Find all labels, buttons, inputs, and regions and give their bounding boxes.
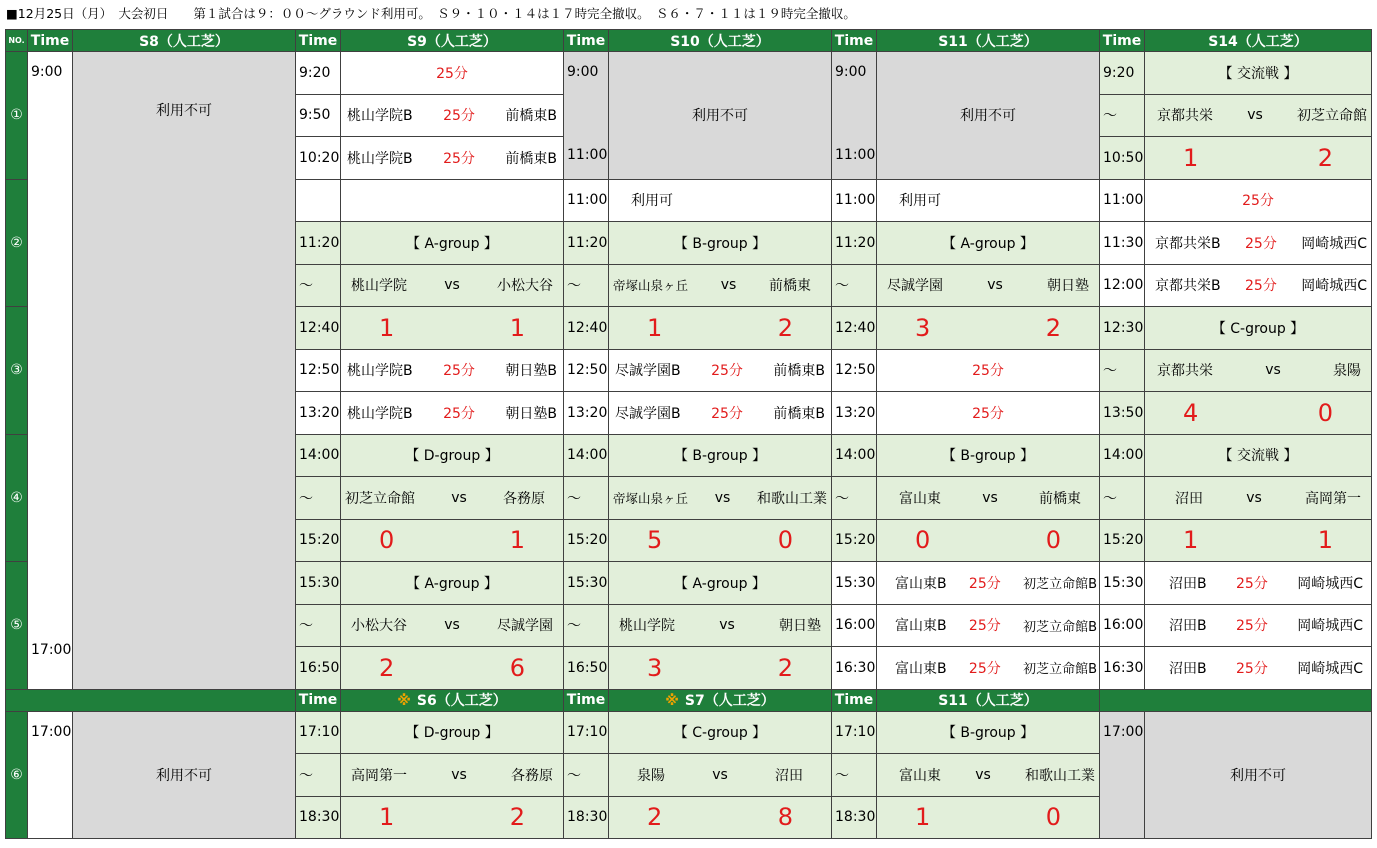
home-score: 1 [379, 313, 395, 342]
away-team: 前橋東 [1039, 490, 1081, 507]
s9-end-time: 16:50 [296, 647, 341, 690]
home-team: 初芝立命館 [345, 490, 415, 507]
s11-end-time: 15:20 [832, 519, 877, 562]
s10-free-time: 11:00 [564, 179, 609, 222]
team-name: 桃山学院B [347, 150, 413, 167]
s6-start-time: 17:10 [296, 711, 341, 754]
away-score: 2 [777, 313, 793, 342]
duration: 25分 [1236, 575, 1268, 592]
s14-late-time: 17:00 [1100, 711, 1145, 839]
home-score: 0 [379, 526, 395, 555]
time-header: Time [296, 30, 341, 52]
team-name: 岡崎城西C [1301, 235, 1367, 252]
tilde: ～ [832, 477, 877, 520]
s9-b-match [341, 392, 564, 435]
s14-time: 15:30 [1100, 562, 1145, 605]
away-team: 和歌山工業 [1025, 767, 1095, 784]
time-header: Time [296, 689, 341, 711]
s9-start-time: 11:20 [296, 222, 341, 265]
home-team: 桃山学院 [351, 278, 407, 295]
home-score: 0 [915, 526, 931, 555]
vs-label: vs [451, 489, 467, 506]
s14-time: 11:00 [1100, 179, 1145, 222]
s10-unavailable: 利用不可 [609, 52, 832, 180]
team-name: 前橋東B [773, 363, 825, 380]
time-header: Time [564, 689, 609, 711]
s9-score [341, 519, 564, 562]
s9-time: 9:50 [296, 94, 341, 137]
duration: 25分 [443, 405, 475, 422]
header-blank [6, 689, 296, 711]
s11-time: 12:50 [832, 349, 877, 392]
s10-score [609, 647, 832, 690]
s11-end-time: 12:40 [832, 307, 877, 350]
team-name: 岡崎城西C [1297, 618, 1363, 635]
s11-group: 【 B-group 】 [877, 434, 1100, 477]
row-number-2: ② [6, 179, 28, 307]
vs-label: vs [982, 489, 998, 506]
s7-header-label: S7（人工芝） [684, 693, 775, 709]
away-team: 泉陽 [1333, 363, 1361, 380]
time-header: Time [832, 30, 877, 52]
s14-start-time: 12:30 [1100, 307, 1145, 350]
vs-label: vs [1265, 362, 1281, 379]
s8-late-time: 17:00 [28, 711, 73, 839]
s11-b-match [877, 647, 1100, 690]
vs-label: vs [719, 617, 735, 634]
s11-available: 利用可 [877, 179, 1100, 222]
s14-time: 11:30 [1100, 222, 1145, 265]
duration: 25分 [1236, 660, 1268, 677]
team-name: 岡崎城西C [1297, 575, 1363, 592]
s9-end-time: 12:40 [296, 307, 341, 350]
s11-late-start-time: 17:10 [832, 711, 877, 754]
home-team: 小松大谷 [351, 618, 407, 635]
home-team: 尽誠学園 [887, 278, 943, 295]
s10-b-match [609, 349, 832, 392]
home-team: 桃山学院 [619, 618, 675, 635]
s14-start-time: 14:00 [1100, 434, 1145, 477]
team-name: 前橋東B [773, 405, 825, 422]
duration: 25分 [968, 575, 1001, 592]
s14-end-time: 13:50 [1100, 392, 1145, 435]
s9-match [341, 264, 564, 307]
team-name: 京都共栄B [1155, 235, 1221, 252]
s9-b-match [341, 137, 564, 180]
s11-header: S11（人工芝） [877, 689, 1100, 711]
s9-group: 【 A-group 】 [341, 562, 564, 605]
s14-group: 【 交流戦 】 [1145, 434, 1372, 477]
s7-start-time: 17:10 [564, 711, 609, 754]
s9-start-time: 14:00 [296, 434, 341, 477]
duration: 25分 [968, 618, 1001, 635]
s14-group: 【 交流戦 】 [1145, 52, 1372, 95]
away-team: 前橋東 [768, 278, 811, 295]
home-score: 1 [915, 803, 931, 832]
away-score: 8 [777, 803, 793, 832]
s9-time: 13:20 [296, 392, 341, 435]
s10-match [609, 264, 832, 307]
tilde: ～ [564, 754, 609, 797]
home-score: 1 [647, 313, 663, 342]
s10-end-time: 15:20 [564, 519, 609, 562]
away-team: 各務原 [511, 767, 553, 784]
home-score: 1 [379, 803, 395, 832]
vs-label: vs [712, 766, 728, 783]
s10-start-time: 11:20 [564, 222, 609, 265]
team-name: 尽誠学園B [615, 405, 681, 422]
home-team: 泉陽 [637, 767, 665, 784]
s8-unavailable: 利用不可 [73, 52, 296, 690]
s10-group: 【 B-group 】 [609, 222, 832, 265]
s10-match [609, 604, 832, 647]
s14-header: S14（人工芝） [1145, 30, 1372, 52]
team-name: 沼田B [1169, 575, 1207, 592]
duration: 25分 [711, 363, 743, 380]
s7-match [609, 754, 832, 797]
vs-label: vs [1247, 107, 1263, 124]
away-score: 2 [509, 803, 525, 832]
team-name: 朝日塾B [505, 363, 557, 380]
away-team: 各務原 [503, 490, 545, 507]
s10-group: 【 A-group 】 [609, 562, 832, 605]
team-name: 沼田B [1169, 660, 1207, 677]
team-name: 初芝立命館B [1023, 577, 1097, 593]
row-number-1: ① [6, 52, 28, 180]
away-score: 0 [1045, 803, 1061, 832]
header-row [6, 30, 1372, 52]
home-score: 1 [1183, 143, 1199, 172]
s9-time [296, 179, 341, 222]
team-name: 岡崎城西C [1297, 660, 1363, 677]
s10-start-time: 9:00 [567, 64, 599, 80]
time-header: Time [564, 30, 609, 52]
s9-b-match [341, 94, 564, 137]
team-name: 沼田B [1169, 618, 1207, 635]
away-score: 0 [777, 526, 793, 555]
s11-score [877, 307, 1100, 350]
s14-group: 【 C-group 】 [1145, 307, 1372, 350]
team-name: 富山東B [895, 618, 947, 635]
tilde: ～ [1100, 349, 1145, 392]
duration: 25分 [443, 108, 475, 125]
s14-time: 16:00 [1100, 604, 1145, 647]
s10-end-time: 12:40 [564, 307, 609, 350]
s9-start-time: 15:30 [296, 562, 341, 605]
s14-score [1145, 392, 1372, 435]
s11-end-time: 11:00 [835, 147, 876, 163]
away-team: 和歌山工業 [756, 490, 827, 507]
note-mark: ※ [397, 693, 411, 709]
team-name: 岡崎城西C [1301, 278, 1367, 295]
s11-start-time: 11:20 [832, 222, 877, 265]
vs-label: vs [975, 766, 991, 783]
s9-empty [341, 179, 564, 222]
team-name: 初芝立命館B [1023, 662, 1097, 678]
s11-time-block [832, 52, 877, 180]
table-row [6, 711, 1372, 754]
s11-unavailable: 利用不可 [877, 52, 1100, 180]
no-header: NO. [6, 30, 28, 52]
tilde: ～ [1100, 94, 1145, 137]
home-team: 高岡第一 [351, 767, 407, 784]
home-score: 5 [647, 526, 663, 555]
s8-end-time: 17:00 [31, 642, 72, 658]
away-team: 朝日塾 [779, 618, 821, 635]
tilde: ～ [564, 477, 609, 520]
away-score: 1 [509, 526, 525, 555]
away-score: 0 [1045, 526, 1061, 555]
duration: 25分 [443, 363, 475, 380]
s7-group: 【 C-group 】 [609, 711, 832, 754]
tilde: ～ [296, 477, 341, 520]
time-header: Time [28, 30, 73, 52]
s11-header: S11（人工芝） [877, 30, 1100, 52]
tilde: ～ [832, 754, 877, 797]
s9-header: S9（人工芝） [341, 30, 564, 52]
team-name: 桃山学院B [347, 405, 413, 422]
s14-b-match [1145, 264, 1372, 307]
home-team: 京都共栄 [1157, 108, 1213, 125]
s14-match [1145, 349, 1372, 392]
s10-end-time: 16:50 [564, 647, 609, 690]
s10-group: 【 B-group 】 [609, 434, 832, 477]
header-row-2 [6, 689, 1372, 711]
home-team: 富山東 [899, 767, 941, 784]
home-score: 2 [379, 653, 395, 682]
s11-start-time: 14:00 [832, 434, 877, 477]
away-team: 高岡第一 [1305, 490, 1361, 507]
s11-start-time: 9:00 [835, 64, 867, 80]
s14-match [1145, 477, 1372, 520]
s9-b-match [341, 349, 564, 392]
s10-time: 12:50 [564, 349, 609, 392]
s10-available: 利用可 [609, 179, 832, 222]
s11-time: 16:30 [832, 647, 877, 690]
s11-slot-25min: 25分 [877, 349, 1100, 392]
vs-label: vs [444, 277, 460, 294]
time-header: Time [832, 689, 877, 711]
s6-score [341, 796, 564, 839]
header-blank [1100, 689, 1372, 711]
s6-group: 【 D-group 】 [341, 711, 564, 754]
tilde: ～ [564, 604, 609, 647]
duration: 25分 [1245, 278, 1277, 295]
s9-time: 12:50 [296, 349, 341, 392]
s14-b-match [1145, 222, 1372, 265]
s6-header [341, 689, 564, 711]
s6-header-label: S6（人工芝） [416, 693, 507, 709]
s9-match [341, 477, 564, 520]
s11-score [877, 519, 1100, 562]
team-name: 初芝立命館B [1023, 619, 1097, 635]
s11-time: 16:00 [832, 604, 877, 647]
table-row [6, 52, 1372, 95]
tilde: ～ [832, 264, 877, 307]
s11-late-group: 【 B-group 】 [877, 711, 1100, 754]
s10-start-time: 14:00 [564, 434, 609, 477]
tilde: ～ [564, 264, 609, 307]
team-name: 富山東B [895, 660, 947, 677]
home-team: 帝塚山泉ヶ丘 [613, 278, 689, 294]
s14-b-match [1145, 604, 1372, 647]
duration: 25分 [1245, 235, 1277, 252]
vs-label: vs [720, 277, 737, 294]
s11-time: 15:30 [832, 562, 877, 605]
s14-time: 16:30 [1100, 647, 1145, 690]
team-name: 前橋東B [505, 150, 557, 167]
duration: 25分 [968, 660, 1001, 677]
s14-time: 12:00 [1100, 264, 1145, 307]
team-name: 桃山学院B [347, 108, 413, 125]
s11-match [877, 264, 1100, 307]
tilde: ～ [296, 604, 341, 647]
away-score: 2 [1045, 313, 1061, 342]
s11-late-match [877, 754, 1100, 797]
s8-late-unavailable: 利用不可 [73, 711, 296, 839]
s11-free-time: 11:00 [832, 179, 877, 222]
s14-b-match [1145, 647, 1372, 690]
home-score: 3 [915, 313, 931, 342]
s7-header [609, 689, 832, 711]
s10-header: S10（人工芝） [609, 30, 832, 52]
away-team: 尽誠学園 [497, 618, 553, 635]
duration: 25分 [443, 150, 475, 167]
away-score: 1 [509, 313, 525, 342]
s7-end-time: 18:30 [564, 796, 609, 839]
duration: 25分 [1236, 618, 1268, 635]
s9-match [341, 604, 564, 647]
s10-score [609, 519, 832, 562]
s11-slot-25min: 25分 [877, 392, 1100, 435]
vs-label: vs [451, 766, 467, 783]
s6-match [341, 754, 564, 797]
time-header: Time [1100, 30, 1145, 52]
vs-label: vs [714, 489, 731, 506]
s14-slot-25min: 25分 [1145, 179, 1372, 222]
away-team: 小松大谷 [497, 278, 553, 295]
home-score: 4 [1183, 398, 1199, 427]
team-name: 京都共栄B [1155, 278, 1221, 295]
vs-label: vs [444, 617, 460, 634]
s8-start-time: 9:00 [31, 64, 63, 80]
home-team: 京都共栄 [1157, 363, 1213, 380]
s14-end-time: 10:50 [1100, 137, 1145, 180]
s14-score [1145, 519, 1372, 562]
s11-late-score [877, 796, 1100, 839]
home-team: 沼田 [1175, 490, 1203, 507]
away-score: 0 [1317, 398, 1333, 427]
s14-start-time: 9:20 [1100, 52, 1145, 95]
s14-end-time: 15:20 [1100, 519, 1145, 562]
s11-group: 【 A-group 】 [877, 222, 1100, 265]
s10-b-match [609, 392, 832, 435]
s10-end-time: 11:00 [567, 147, 608, 163]
s10-score [609, 307, 832, 350]
s6-end-time: 18:30 [296, 796, 341, 839]
s7-score [609, 796, 832, 839]
s14-match [1145, 94, 1372, 137]
s9-end-time: 15:20 [296, 519, 341, 562]
s9-time: 9:20 [296, 52, 341, 95]
team-name: 富山東B [895, 575, 947, 592]
notice-text: ■12月25日（月） 大会初日 第１試合は９：００～グラウンド利用可。 Ｓ９・１０・１４は１７時完全撤収。 Ｓ６・７・１１は１９時完全撤収。 [6, 6, 856, 21]
s9-time: 10:20 [296, 137, 341, 180]
s9-score [341, 647, 564, 690]
s10-time-block [564, 52, 609, 180]
home-score: 3 [647, 653, 663, 682]
s9-group: 【 D-group 】 [341, 434, 564, 477]
away-team: 沼田 [775, 767, 803, 784]
s8-header: S8（人工芝） [73, 30, 296, 52]
team-name: 朝日塾B [505, 405, 557, 422]
home-team: 富山東 [899, 490, 941, 507]
s14-b-match [1145, 562, 1372, 605]
duration: 25分 [711, 405, 743, 422]
s11-match [877, 477, 1100, 520]
s8-time [28, 52, 73, 690]
row-number-3: ③ [6, 307, 28, 435]
s11-b-match [877, 562, 1100, 605]
away-score: 1 [1317, 526, 1333, 555]
away-score: 2 [1317, 143, 1333, 172]
away-team: 初芝立命館 [1297, 108, 1367, 125]
away-score: 6 [509, 653, 525, 682]
away-team: 朝日塾 [1047, 278, 1089, 295]
note-mark: ※ [665, 693, 679, 709]
home-score: 2 [647, 803, 663, 832]
schedule-table [5, 29, 1372, 839]
tilde: ～ [296, 264, 341, 307]
row-number-4: ④ [6, 434, 28, 562]
s14-score [1145, 137, 1372, 180]
s9-score [341, 307, 564, 350]
tilde: ～ [296, 754, 341, 797]
team-name: 前橋東B [505, 108, 557, 125]
row-number-6: ⑥ [6, 711, 28, 839]
s11-late-end-time: 18:30 [832, 796, 877, 839]
tilde: ～ [1100, 477, 1145, 520]
s10-time: 13:20 [564, 392, 609, 435]
team-name: 桃山学院B [347, 363, 413, 380]
s10-match [609, 477, 832, 520]
s14-late-unavailable: 利用不可 [1145, 711, 1372, 839]
s10-start-time: 15:30 [564, 562, 609, 605]
s9-group: 【 A-group 】 [341, 222, 564, 265]
s9-slot-25min: 25分 [341, 52, 564, 95]
vs-label: vs [987, 277, 1003, 294]
vs-label: vs [1246, 489, 1262, 506]
home-team: 帝塚山泉ヶ丘 [613, 490, 689, 506]
s11-time: 13:20 [832, 392, 877, 435]
s11-b-match [877, 604, 1100, 647]
team-name: 尽誠学園B [615, 363, 681, 380]
home-score: 1 [1183, 526, 1199, 555]
away-score: 2 [777, 653, 793, 682]
row-number-5: ⑤ [6, 562, 28, 690]
